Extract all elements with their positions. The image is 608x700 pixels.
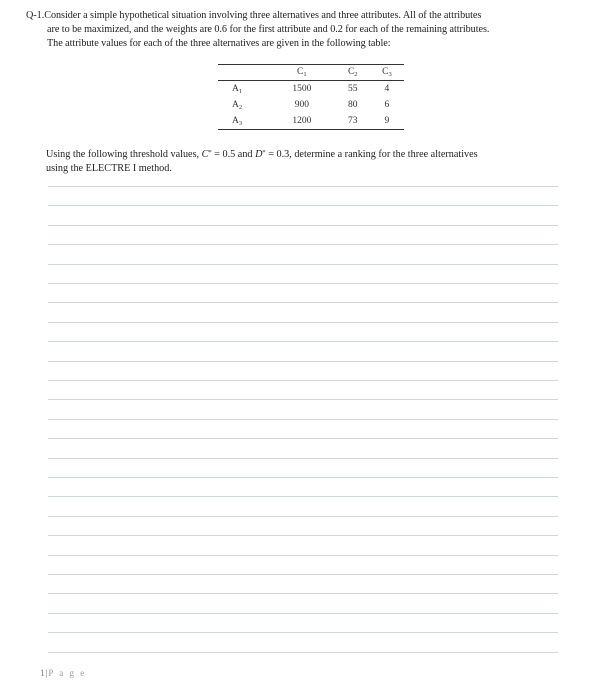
table-cell: 900 xyxy=(294,100,309,110)
table-row xyxy=(218,97,404,113)
answer-line[interactable] xyxy=(48,283,558,284)
page-word: P a g e xyxy=(48,668,87,678)
c-symbol: C xyxy=(201,149,209,160)
table-row xyxy=(218,113,404,130)
answer-line[interactable] xyxy=(48,399,558,400)
answer-line[interactable] xyxy=(48,535,558,536)
answer-line[interactable] xyxy=(48,574,558,575)
answer-line[interactable] xyxy=(48,477,558,478)
table-header-row xyxy=(218,65,404,81)
answer-line[interactable] xyxy=(48,613,558,614)
answer-line[interactable] xyxy=(48,322,558,323)
answer-line[interactable] xyxy=(48,361,558,362)
answer-line[interactable] xyxy=(48,186,558,187)
answer-line[interactable] xyxy=(48,438,558,439)
answer-line[interactable] xyxy=(48,652,558,653)
question-1 xyxy=(26,9,574,52)
table-corner-cell xyxy=(218,65,268,81)
page-number: 1 xyxy=(40,668,46,678)
answer-line[interactable] xyxy=(48,225,558,226)
table-cell: 73 xyxy=(336,113,370,130)
table-cell: 4 xyxy=(384,84,390,94)
c-value-text: = 0.5 and xyxy=(211,149,256,160)
table-cell: 1200 xyxy=(268,113,336,130)
d-superscript: * xyxy=(262,149,266,156)
question-line-3: The attribute values for each of the three alternatives are given in the following table: xyxy=(47,38,391,50)
table-cell: 9 xyxy=(370,113,404,130)
table-cell: 55 xyxy=(347,84,358,94)
answer-line[interactable] xyxy=(48,205,558,206)
answer-line[interactable] xyxy=(48,380,558,381)
c-superscript: * xyxy=(208,149,212,156)
question-line-2: are to be maximized, and the weights are 0.6 for the first attribute and 0.2 for each of the remaining attributes. xyxy=(47,24,490,36)
question-label: Q-1. xyxy=(26,10,45,21)
table-cell: 80 xyxy=(347,100,358,110)
column-header-c1: $C_1$ xyxy=(268,65,336,81)
row-label-a3: $A_3$ xyxy=(218,113,268,130)
attribute-table xyxy=(218,64,404,130)
threshold-instructions xyxy=(46,146,576,176)
column-header-c2: $C_2$ xyxy=(336,65,370,81)
page-separator: | xyxy=(45,668,49,678)
threshold-text-pre: Using the following threshold values, xyxy=(46,149,202,160)
row-label-a2: $A_2$ xyxy=(232,99,243,111)
d-symbol: D xyxy=(255,149,263,160)
answer-line[interactable] xyxy=(48,555,558,556)
column-header-c3: $C_3$ xyxy=(370,65,404,81)
table-cell: 6 xyxy=(384,100,390,110)
table-cell: 1500 xyxy=(292,84,312,94)
answer-line[interactable] xyxy=(48,632,558,633)
d-value-text: = 0.3, determine a ranking for the three alternatives xyxy=(265,149,478,160)
answer-line[interactable] xyxy=(48,419,558,420)
answer-line[interactable] xyxy=(48,458,558,459)
answer-line[interactable] xyxy=(48,593,558,594)
answer-line[interactable] xyxy=(48,302,558,303)
page-footer xyxy=(40,668,86,678)
answer-line[interactable] xyxy=(48,244,558,245)
answer-line[interactable] xyxy=(48,264,558,265)
row-label-a1: $A_1$ xyxy=(232,83,243,95)
table-row xyxy=(218,81,404,98)
question-line-1: Consider a simple hypothetical situation involving three alternatives and three attributes. All of the attributes xyxy=(44,10,482,21)
answer-line[interactable] xyxy=(48,496,558,497)
answer-line[interactable] xyxy=(48,341,558,342)
answer-line[interactable] xyxy=(48,516,558,517)
threshold-text-line-2: using the ELECTRE I method. xyxy=(46,163,172,174)
